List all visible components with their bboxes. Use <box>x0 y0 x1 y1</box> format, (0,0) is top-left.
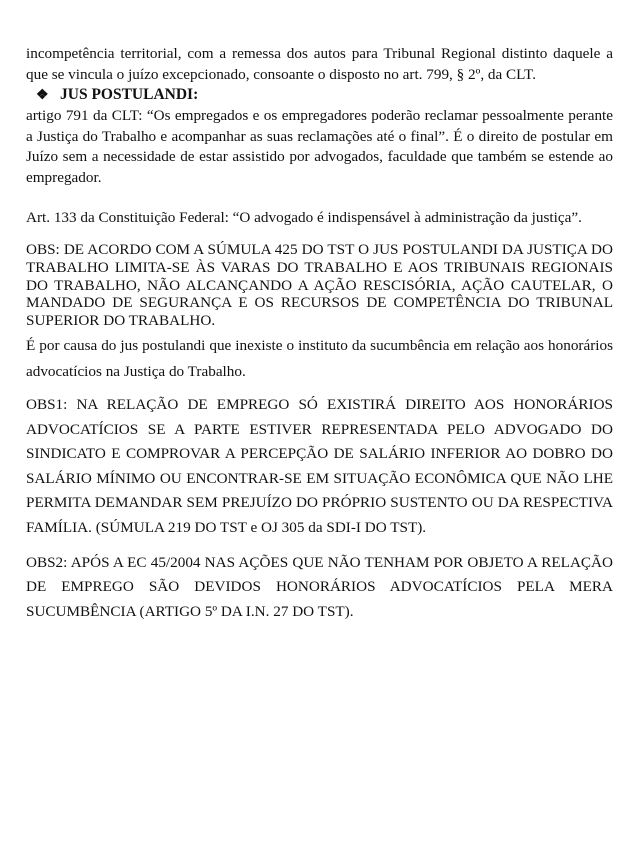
paragraph-article-791: artigo 791 da CLT: “Os empregados e os empregadores poderão reclamar pessoalmente perante a Justiça do Trabalho e acompanhar as suas reclamações até o final”. É o direito de postular em Juízo sem a necessidade de estar assistido por advogados, faculdade que também se estende ao empregador. <box>26 107 613 186</box>
paragraph-sucumbencia: É por causa do jus postulandi que inexiste o instituto da sucumbência em relação aos honorários advocatícios na Justiça do Trabalho. <box>26 336 613 380</box>
section-heading-jus-postulandi <box>36 85 613 106</box>
paragraph-obs-sumula-425: OBS: DE ACORDO COM A SÚMULA 425 DO TST O JUS POSTULANDI DA JUSTIÇA DO TRABALHO LIMITA-SE ÀS VARAS DO TRABALHO E AOS TRIBUNAIS REGIONAIS DO TRABALHO, NÃO ALCANÇANDO A AÇÃO RESCISÓRIA, AÇÃO CAUTELAR, O MANDADO DE SEGURANÇA E OS RECURSOS DE COMPETÊNCIA DO TRIBUNAL SUPERIOR DO TRABALHO. <box>26 241 613 330</box>
heading-text: JUS POSTULANDI: <box>60 86 199 103</box>
paragraph-article-133: Art. 133 da Constituição Federal: “O advogado é indispensável à administração da justiça”. <box>26 209 582 226</box>
paragraph-obs1: OBS1: NA RELAÇÃO DE EMPREGO SÓ EXISTIRÁ DIREITO AOS HONORÁRIOS ADVOCATÍCIOS SE A PARTE ESTIVER REPRESENTADA PELO ADVOGADO DO SINDICATO E COMPROVAR A PERCEPÇÃO DE SALÁRIO INFERIOR AO DOBRO DO SALÁRIO MÍNIMO OU ENCONTRAR-SE EM SITUAÇÃO ECONÔMICA QUE NÃO LHE PERMITA DEMANDAR SEM PREJUÍZO DO PRÓPRIO SUSTENTO OU DA RESPECTIVA FAMÍLIA. (SÚMULA 219 DO TST e OJ 305 da SDI-I DO TST). <box>26 395 613 536</box>
diamond-bullet-icon: ❖ <box>36 88 49 103</box>
paragraph-incompetence: incompetência territorial, com a remessa dos autos para Tribunal Regional distinto daquele a que se vincula o juízo excepcionado, consoante o disposto no art. 799, § 2º, da CLT. <box>26 45 613 83</box>
document-page <box>26 44 613 624</box>
paragraph-obs2: OBS2: APÓS A EC 45/2004 NAS AÇÕES QUE NÃO TENHAM POR OBJETO A RELAÇÃO DE EMPREGO SÃO DEVIDOS HONORÁRIOS ADVOCATÍCIOS PELA MERA SUCUMBÊNCIA (ARTIGO 5º DA I.N. 27 DO TST). <box>26 553 613 620</box>
